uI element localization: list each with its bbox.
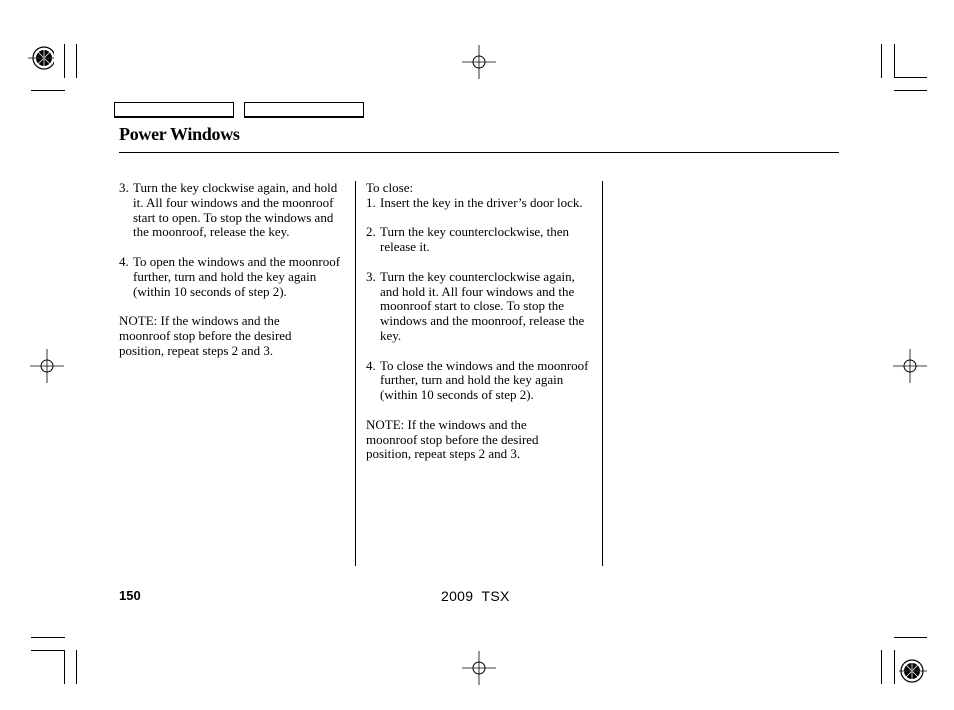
column-divider [355, 181, 356, 566]
step-item [366, 270, 596, 344]
step-number: 4. [119, 253, 129, 269]
step-number: 3. [119, 180, 129, 195]
step-text: Turn the key counterclockwise again, and hold it. All four windows and the moonroof start to close. To stop the windows and the moonroof, release the key. [380, 268, 585, 343]
step-text: Turn the key clockwise again, and hold it. All four windows and the moonroof start to open. To stop the windows and the moonroof, release the key. [133, 180, 338, 240]
registration-crosshair-icon [30, 349, 64, 383]
step-number: 2. [366, 224, 376, 240]
column-divider [602, 181, 603, 566]
registration-target-icon [28, 42, 54, 72]
step-number: 1. [366, 194, 376, 210]
middle-column [366, 181, 596, 462]
left-column [119, 181, 345, 359]
section-tab[interactable] [244, 102, 364, 118]
registration-crosshair-icon [462, 651, 496, 685]
registration-crosshair-icon [462, 45, 496, 79]
step-number: 3. [366, 268, 376, 284]
model-label: 2009 TSX [441, 588, 510, 604]
page-number: 150 [119, 588, 141, 603]
registration-crosshair-icon [893, 349, 927, 383]
registration-target-icon [899, 656, 927, 686]
step-text: To open the windows and the moonroof further, turn and hold the key again (within 10 seconds of step 2). [133, 253, 341, 299]
step-item [366, 196, 596, 211]
step-number: 4. [366, 357, 376, 373]
note-text: NOTE: If the windows and the moonroof stop before the desired position, repeat steps 2 and 3. [366, 416, 539, 462]
title-rule [119, 152, 839, 153]
step-text: Turn the key counterclockwise, then release it. [380, 224, 570, 255]
note-text: NOTE: If the windows and the moonroof stop before the desired position, repeat steps 2 and 3. [119, 313, 292, 358]
step-text: Insert the key in the driver’s door lock. [380, 194, 583, 210]
step-item [119, 181, 345, 240]
step-text: To close the windows and the moonroof further, turn and hold the key again (within 10 seconds of step 2). [380, 357, 589, 403]
step-item [119, 255, 345, 299]
step-item [366, 225, 596, 255]
section-tab[interactable] [114, 102, 234, 118]
step-item [366, 359, 596, 403]
page-title: Power Windows [119, 124, 240, 144]
section-heading: To close: [366, 180, 414, 195]
